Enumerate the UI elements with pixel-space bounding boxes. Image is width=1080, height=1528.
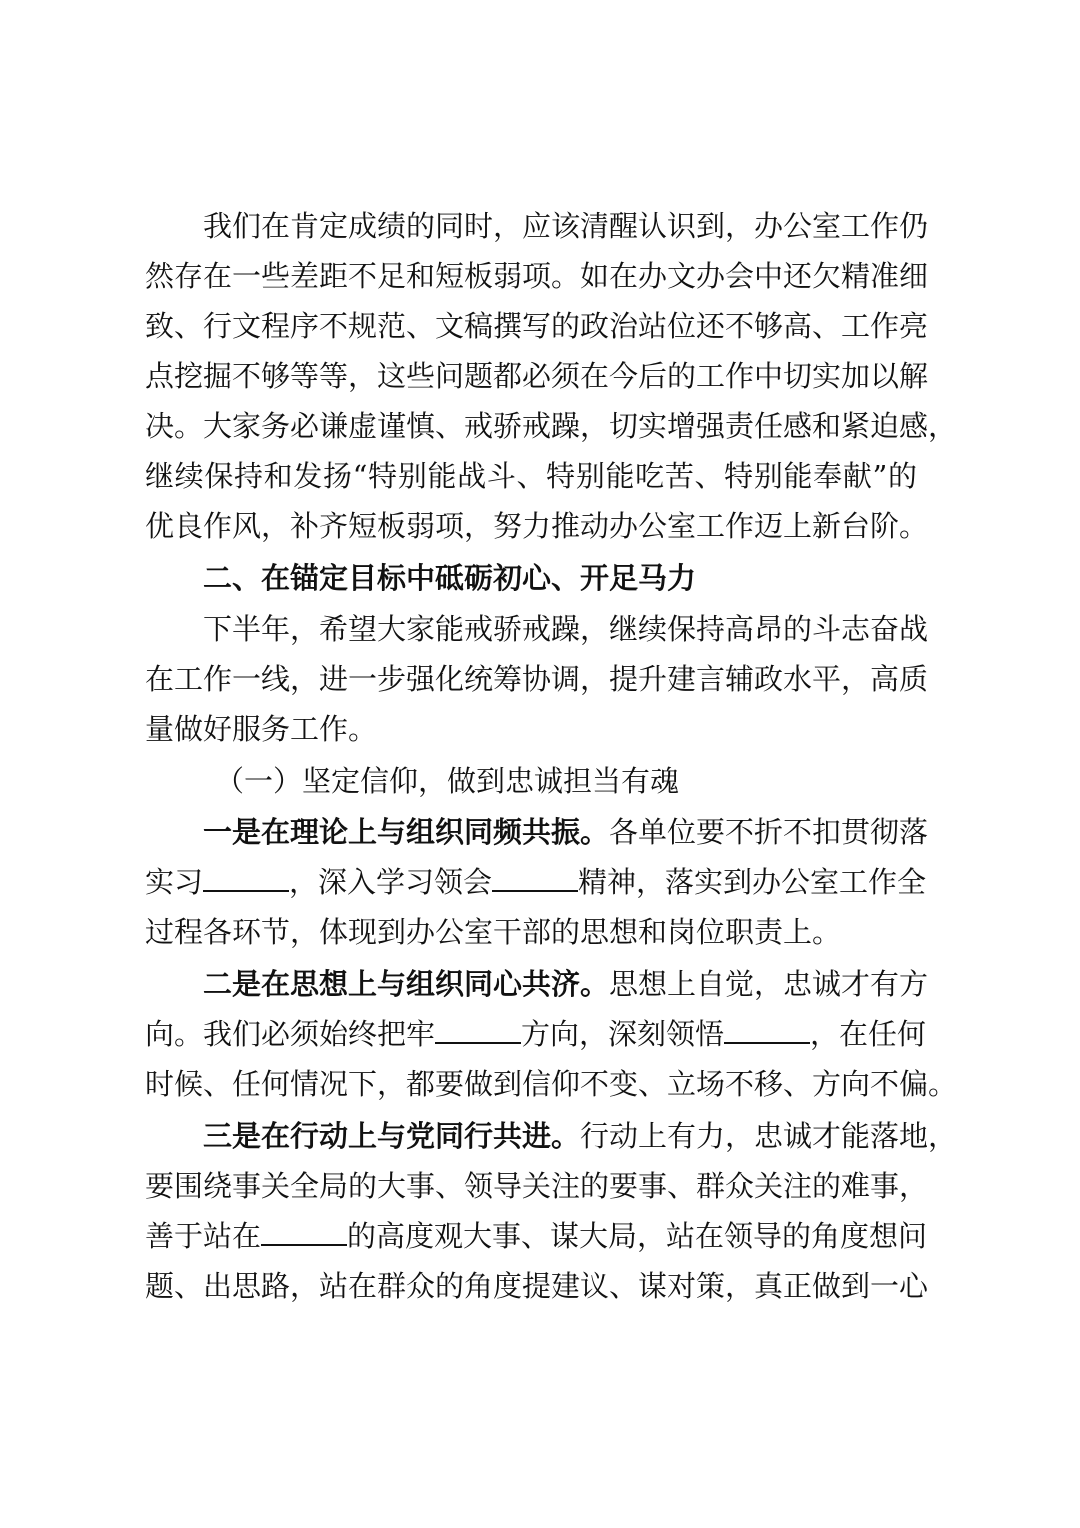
- item3-lead: 三是在行动上与党同行共进。: [203, 1119, 581, 1153]
- fill-blank: [492, 860, 578, 892]
- item2-line1: [145, 958, 929, 1010]
- para1-line2: 然存在一些差距不足和短板弱项。如在办文办会中还欠精准细: [145, 259, 929, 293]
- fill-blank: [435, 1012, 521, 1044]
- section-heading-2: 二、在锚定目标中砥砺初心、开足马力: [203, 561, 697, 595]
- fill-blank: [203, 860, 289, 892]
- item2-line1-rest: 思想上自觉，忠诚才有方: [609, 967, 929, 1001]
- item2-line2-a: 向。我们必须始终把牢: [145, 1017, 436, 1051]
- para1-line7: 优良作风，补齐短板弱项，努力推动办公室工作迈上新台阶。: [145, 509, 929, 543]
- item2-line2-b: 方向，深刻领悟: [521, 1017, 725, 1051]
- para2-line3: 量做好服务工作。: [145, 712, 378, 746]
- item3-line4: 题、出思路，站在群众的角度提建议、谋对策，真正做到一心: [145, 1269, 929, 1303]
- para1-line6: 继续保持和发扬“特别能战斗、特别能吃苦、特别能奉献”的: [145, 459, 917, 493]
- fill-blank: [724, 1012, 810, 1044]
- item1-line2-c: 精神，落实到办公室工作全: [578, 865, 927, 899]
- sub-heading-1: （一）坚定信仰，做到忠诚担当有魂: [215, 764, 680, 798]
- item3-line3: [145, 1210, 928, 1262]
- para1-line4: 点挖掘不够等等，这些问题都必须在今后的工作中切实加以解: [145, 359, 929, 393]
- item2-line2-c: ，在任何: [810, 1017, 927, 1051]
- para1-line3: 致、行文程序不规范、文稿撰写的政治站位还不够高、工作亮: [145, 309, 929, 343]
- para2-line1: 下半年，希望大家能戒骄戒躁，继续保持高昂的斗志奋战: [203, 612, 929, 646]
- para1-line5: 决。大家务必谦虚谨慎、戒骄戒躁，切实增强责任感和紧迫感，: [145, 409, 958, 443]
- item1-line2-b: ，深入学习领会: [289, 865, 493, 899]
- para2-line2: 在工作一线，进一步强化统筹协调，提升建言辅政水平，高质: [145, 662, 929, 696]
- item1-line3: 过程各环节，体现到办公室干部的思想和岗位职责上。: [145, 915, 842, 949]
- fill-blank: [261, 1214, 347, 1246]
- item3-line1: [145, 1110, 958, 1162]
- item3-line1-rest: 行动上有力，忠诚才能落地，: [580, 1119, 958, 1153]
- item1-line2: [145, 856, 927, 908]
- item1-line1-rest: 各单位要不折不扣贯彻落: [609, 815, 929, 849]
- item1-lead: 一是在理论上与组织同频共振。: [203, 815, 610, 849]
- item3-line3-a: 善于站在: [145, 1219, 262, 1253]
- item1-line2-a: 实习: [145, 865, 204, 899]
- item2-line3: 时候、任何情况下，都要做到信仰不变、立场不移、方向不偏。: [145, 1067, 958, 1101]
- item3-line3-b: 的高度观大事、谋大局，站在领导的角度想问: [347, 1219, 928, 1253]
- item1-line1: [145, 806, 929, 858]
- para1-line1: 我们在肯定成绩的同时，应该清醒认识到，办公室工作仍: [203, 209, 929, 243]
- item2-line2: [145, 1008, 927, 1060]
- item2-lead: 二是在思想上与组织同心共济。: [203, 967, 610, 1001]
- item3-line2: 要围绕事关全局的大事、领导关注的要事、群众关注的难事，: [145, 1169, 929, 1203]
